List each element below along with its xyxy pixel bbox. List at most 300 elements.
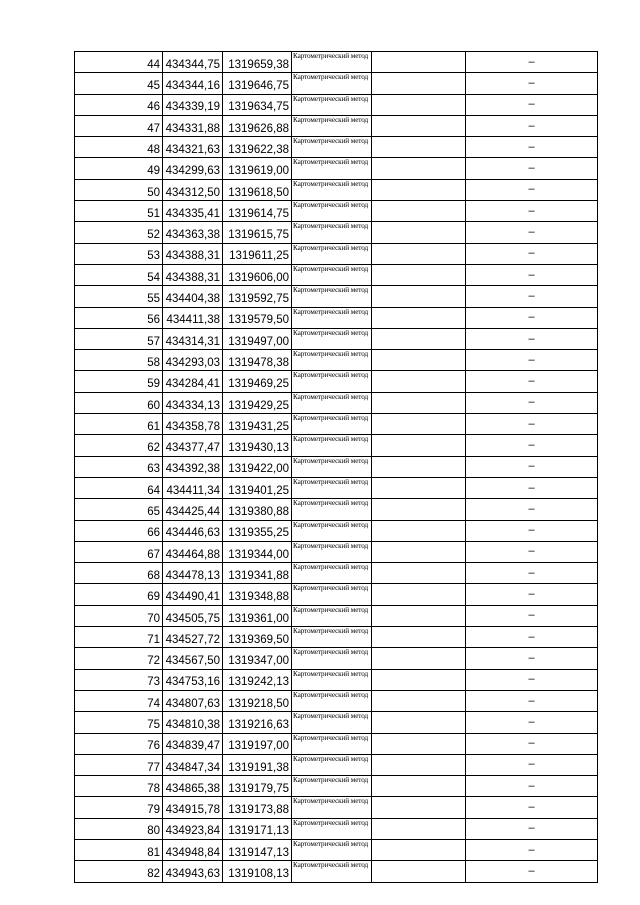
- method-cell: [292, 754, 372, 775]
- x-coordinate-cell: 434527,72: [163, 627, 223, 648]
- method-label: Картометрический метод: [293, 541, 369, 550]
- table-row: [75, 201, 598, 222]
- dash-cell: –: [466, 499, 598, 520]
- method-label: Картометрический метод: [293, 520, 369, 529]
- y-coordinate-cell: 1319659,38: [223, 52, 292, 73]
- method-label: Картометрический метод: [293, 350, 369, 359]
- point-number-cell: 50: [75, 179, 163, 200]
- point-number-cell: 72: [75, 648, 163, 669]
- table-row: [75, 73, 598, 94]
- point-number-cell: 59: [75, 371, 163, 392]
- point-number-cell: 54: [75, 264, 163, 285]
- dash-cell: –: [466, 307, 598, 328]
- method-cell: [292, 733, 372, 754]
- table-row: [75, 541, 598, 562]
- dash-cell: –: [466, 435, 598, 456]
- y-coordinate-cell: 1319606,00: [223, 264, 292, 285]
- y-coordinate-cell: 1319614,75: [223, 201, 292, 222]
- note-cell: [372, 776, 466, 797]
- y-coordinate-cell: 1319171,13: [223, 818, 292, 839]
- method-cell: [292, 818, 372, 839]
- method-label: Картометрический метод: [293, 115, 369, 124]
- method-cell: [292, 690, 372, 711]
- method-cell: [292, 669, 372, 690]
- method-label: Картометрический метод: [293, 137, 369, 146]
- y-coordinate-cell: 1319361,00: [223, 605, 292, 626]
- y-coordinate-cell: 1319344,00: [223, 541, 292, 562]
- method-cell: [292, 584, 372, 605]
- dash-cell: –: [466, 350, 598, 371]
- x-coordinate-cell: 434915,78: [163, 797, 223, 818]
- note-cell: [372, 669, 466, 690]
- table-row: [75, 158, 598, 179]
- point-number-cell: 48: [75, 137, 163, 158]
- method-cell: [292, 477, 372, 498]
- method-cell: [292, 541, 372, 562]
- note-cell: [372, 243, 466, 264]
- note-cell: [372, 861, 466, 882]
- x-coordinate-cell: 434293,03: [163, 350, 223, 371]
- y-coordinate-cell: 1319218,50: [223, 690, 292, 711]
- dash-cell: –: [466, 861, 598, 882]
- table-row: [75, 456, 598, 477]
- dash-cell: –: [466, 733, 598, 754]
- method-label: Картометрический метод: [293, 328, 369, 337]
- dash-cell: –: [466, 690, 598, 711]
- dash-cell: –: [466, 371, 598, 392]
- method-cell: [292, 264, 372, 285]
- note-cell: [372, 94, 466, 115]
- table-row: [75, 307, 598, 328]
- point-number-cell: 78: [75, 776, 163, 797]
- table-row: [75, 94, 598, 115]
- method-cell: [292, 137, 372, 158]
- method-label: Картометрический метод: [293, 243, 369, 252]
- dash-cell: –: [466, 137, 598, 158]
- dash-cell: –: [466, 712, 598, 733]
- note-cell: [372, 605, 466, 626]
- dash-cell: –: [466, 563, 598, 584]
- x-coordinate-cell: 434411,34: [163, 477, 223, 498]
- note-cell: [372, 627, 466, 648]
- method-cell: [292, 94, 372, 115]
- point-number-cell: 52: [75, 222, 163, 243]
- table-row: [75, 499, 598, 520]
- note-cell: [372, 350, 466, 371]
- x-coordinate-cell: 434948,84: [163, 839, 223, 860]
- note-cell: [372, 797, 466, 818]
- x-coordinate-cell: 434411,38: [163, 307, 223, 328]
- y-coordinate-cell: 1319646,75: [223, 73, 292, 94]
- note-cell: [372, 52, 466, 73]
- point-number-cell: 69: [75, 584, 163, 605]
- point-number-cell: 77: [75, 754, 163, 775]
- point-number-cell: 67: [75, 541, 163, 562]
- method-cell: [292, 776, 372, 797]
- method-label: Картометрический метод: [293, 477, 369, 486]
- table-row: [75, 648, 598, 669]
- point-number-cell: 53: [75, 243, 163, 264]
- note-cell: [372, 286, 466, 307]
- note-cell: [372, 158, 466, 179]
- x-coordinate-cell: 434425,44: [163, 499, 223, 520]
- point-number-cell: 47: [75, 115, 163, 136]
- method-label: Картометрический метод: [293, 456, 369, 465]
- y-coordinate-cell: 1319618,50: [223, 179, 292, 200]
- method-label: Картометрический метод: [293, 818, 369, 827]
- dash-cell: –: [466, 669, 598, 690]
- y-coordinate-cell: 1319619,00: [223, 158, 292, 179]
- method-cell: [292, 499, 372, 520]
- method-cell: [292, 222, 372, 243]
- table-row: [75, 179, 598, 200]
- note-cell: [372, 477, 466, 498]
- table-row: [75, 733, 598, 754]
- point-number-cell: 82: [75, 861, 163, 882]
- method-label: Картометрический метод: [293, 286, 369, 295]
- method-cell: [292, 371, 372, 392]
- table-row: [75, 712, 598, 733]
- point-number-cell: 44: [75, 52, 163, 73]
- note-cell: [372, 712, 466, 733]
- point-number-cell: 49: [75, 158, 163, 179]
- y-coordinate-cell: 1319579,50: [223, 307, 292, 328]
- x-coordinate-cell: 434923,84: [163, 818, 223, 839]
- dash-cell: –: [466, 201, 598, 222]
- note-cell: [372, 818, 466, 839]
- dash-cell: –: [466, 754, 598, 775]
- y-coordinate-cell: 1319380,88: [223, 499, 292, 520]
- note-cell: [372, 435, 466, 456]
- x-coordinate-cell: 434284,41: [163, 371, 223, 392]
- y-coordinate-cell: 1319478,38: [223, 350, 292, 371]
- method-label: Картометрический метод: [293, 264, 369, 273]
- x-coordinate-cell: 434446,63: [163, 520, 223, 541]
- table-row: [75, 818, 598, 839]
- coordinates-table-body: [75, 52, 598, 883]
- y-coordinate-cell: 1319634,75: [223, 94, 292, 115]
- x-coordinate-cell: 434810,38: [163, 712, 223, 733]
- dash-cell: –: [466, 584, 598, 605]
- y-coordinate-cell: 1319497,00: [223, 328, 292, 349]
- coordinates-table: [74, 51, 598, 883]
- note-cell: [372, 414, 466, 435]
- table-row: [75, 350, 598, 371]
- point-number-cell: 74: [75, 690, 163, 711]
- point-number-cell: 64: [75, 477, 163, 498]
- note-cell: [372, 222, 466, 243]
- x-coordinate-cell: 434464,88: [163, 541, 223, 562]
- y-coordinate-cell: 1319615,75: [223, 222, 292, 243]
- method-label: Картометрический метод: [293, 776, 369, 785]
- point-number-cell: 80: [75, 818, 163, 839]
- y-coordinate-cell: 1319147,13: [223, 839, 292, 860]
- dash-cell: –: [466, 392, 598, 413]
- y-coordinate-cell: 1319626,88: [223, 115, 292, 136]
- y-coordinate-cell: 1319197,00: [223, 733, 292, 754]
- dash-cell: –: [466, 605, 598, 626]
- x-coordinate-cell: 434865,38: [163, 776, 223, 797]
- method-label: Картометрический метод: [293, 94, 369, 103]
- note-cell: [372, 584, 466, 605]
- point-number-cell: 79: [75, 797, 163, 818]
- x-coordinate-cell: 434335,41: [163, 201, 223, 222]
- x-coordinate-cell: 434847,34: [163, 754, 223, 775]
- x-coordinate-cell: 434388,31: [163, 243, 223, 264]
- method-cell: [292, 435, 372, 456]
- table-row: [75, 222, 598, 243]
- table-row: [75, 414, 598, 435]
- method-label: Картометрический метод: [293, 179, 369, 188]
- dash-cell: –: [466, 286, 598, 307]
- note-cell: [372, 201, 466, 222]
- point-number-cell: 57: [75, 328, 163, 349]
- method-label: Картометрический метод: [293, 584, 369, 593]
- method-cell: [292, 605, 372, 626]
- method-label: Картометрический метод: [293, 73, 369, 82]
- note-cell: [372, 754, 466, 775]
- method-cell: [292, 73, 372, 94]
- dash-cell: –: [466, 414, 598, 435]
- point-number-cell: 60: [75, 392, 163, 413]
- method-label: Картометрический метод: [293, 435, 369, 444]
- table-row: [75, 115, 598, 136]
- dash-cell: –: [466, 73, 598, 94]
- note-cell: [372, 648, 466, 669]
- point-number-cell: 71: [75, 627, 163, 648]
- method-label: Картометрический метод: [293, 392, 369, 401]
- dash-cell: –: [466, 158, 598, 179]
- note-cell: [372, 690, 466, 711]
- y-coordinate-cell: 1319173,88: [223, 797, 292, 818]
- y-coordinate-cell: 1319622,38: [223, 137, 292, 158]
- point-number-cell: 45: [75, 73, 163, 94]
- y-coordinate-cell: 1319611,25: [223, 243, 292, 264]
- x-coordinate-cell: 434567,50: [163, 648, 223, 669]
- dash-cell: –: [466, 776, 598, 797]
- method-label: Картометрический метод: [293, 648, 369, 657]
- note-cell: [372, 264, 466, 285]
- table-row: [75, 328, 598, 349]
- dash-cell: –: [466, 115, 598, 136]
- note-cell: [372, 179, 466, 200]
- dash-cell: –: [466, 179, 598, 200]
- table-row: [75, 776, 598, 797]
- method-cell: [292, 797, 372, 818]
- method-cell: [292, 648, 372, 669]
- x-coordinate-cell: 434807,63: [163, 690, 223, 711]
- table-row: [75, 605, 598, 626]
- dash-cell: –: [466, 94, 598, 115]
- method-label: Картометрический метод: [293, 669, 369, 678]
- method-cell: [292, 307, 372, 328]
- x-coordinate-cell: 434334,13: [163, 392, 223, 413]
- method-label: Картометрический метод: [293, 712, 369, 721]
- method-cell: [292, 52, 372, 73]
- dash-cell: –: [466, 648, 598, 669]
- point-number-cell: 65: [75, 499, 163, 520]
- method-cell: [292, 115, 372, 136]
- x-coordinate-cell: 434344,16: [163, 73, 223, 94]
- method-cell: [292, 350, 372, 371]
- note-cell: [372, 137, 466, 158]
- table-row: [75, 52, 598, 73]
- method-cell: [292, 328, 372, 349]
- x-coordinate-cell: 434314,31: [163, 328, 223, 349]
- x-coordinate-cell: 434388,31: [163, 264, 223, 285]
- point-number-cell: 73: [75, 669, 163, 690]
- point-number-cell: 76: [75, 733, 163, 754]
- method-label: Картометрический метод: [293, 627, 369, 636]
- method-label: Картометрический метод: [293, 52, 369, 60]
- point-number-cell: 55: [75, 286, 163, 307]
- table-row: [75, 627, 598, 648]
- x-coordinate-cell: 434505,75: [163, 605, 223, 626]
- x-coordinate-cell: 434943,63: [163, 861, 223, 882]
- x-coordinate-cell: 434331,88: [163, 115, 223, 136]
- dash-cell: –: [466, 541, 598, 562]
- method-cell: [292, 563, 372, 584]
- y-coordinate-cell: 1319430,13: [223, 435, 292, 456]
- y-coordinate-cell: 1319348,88: [223, 584, 292, 605]
- point-number-cell: 46: [75, 94, 163, 115]
- table-row: [75, 797, 598, 818]
- x-coordinate-cell: 434490,41: [163, 584, 223, 605]
- y-coordinate-cell: 1319469,25: [223, 371, 292, 392]
- table-row: [75, 286, 598, 307]
- point-number-cell: 70: [75, 605, 163, 626]
- method-label: Картометрический метод: [293, 690, 369, 699]
- y-coordinate-cell: 1319191,38: [223, 754, 292, 775]
- note-cell: [372, 328, 466, 349]
- dash-cell: –: [466, 818, 598, 839]
- x-coordinate-cell: 434358,78: [163, 414, 223, 435]
- method-cell: [292, 179, 372, 200]
- point-number-cell: 56: [75, 307, 163, 328]
- note-cell: [372, 733, 466, 754]
- x-coordinate-cell: 434344,75: [163, 52, 223, 73]
- dash-cell: –: [466, 520, 598, 541]
- note-cell: [372, 563, 466, 584]
- method-label: Картометрический метод: [293, 733, 369, 742]
- note-cell: [372, 541, 466, 562]
- x-coordinate-cell: 434321,63: [163, 137, 223, 158]
- table-row: [75, 584, 598, 605]
- method-cell: [292, 392, 372, 413]
- point-number-cell: 62: [75, 435, 163, 456]
- x-coordinate-cell: 434312,50: [163, 179, 223, 200]
- dash-cell: –: [466, 477, 598, 498]
- method-label: Картометрический метод: [293, 201, 369, 210]
- x-coordinate-cell: 434404,38: [163, 286, 223, 307]
- point-number-cell: 51: [75, 201, 163, 222]
- y-coordinate-cell: 1319429,25: [223, 392, 292, 413]
- method-cell: [292, 243, 372, 264]
- table-row: [75, 839, 598, 860]
- note-cell: [372, 371, 466, 392]
- table-row: [75, 477, 598, 498]
- table-row: [75, 392, 598, 413]
- method-label: Картометрический метод: [293, 222, 369, 231]
- method-label: Картометрический метод: [293, 499, 369, 508]
- x-coordinate-cell: 434299,63: [163, 158, 223, 179]
- dash-cell: –: [466, 264, 598, 285]
- y-coordinate-cell: 1319341,88: [223, 563, 292, 584]
- x-coordinate-cell: 434377,47: [163, 435, 223, 456]
- x-coordinate-cell: 434363,38: [163, 222, 223, 243]
- y-coordinate-cell: 1319431,25: [223, 414, 292, 435]
- table-row: [75, 371, 598, 392]
- method-label: Картометрический метод: [293, 839, 369, 848]
- y-coordinate-cell: 1319347,00: [223, 648, 292, 669]
- table-row: [75, 861, 598, 882]
- method-label: Картометрический метод: [293, 797, 369, 806]
- y-coordinate-cell: 1319369,50: [223, 627, 292, 648]
- point-number-cell: 81: [75, 839, 163, 860]
- y-coordinate-cell: 1319242,13: [223, 669, 292, 690]
- note-cell: [372, 392, 466, 413]
- method-cell: [292, 627, 372, 648]
- note-cell: [372, 499, 466, 520]
- method-label: Картометрический метод: [293, 371, 369, 380]
- note-cell: [372, 73, 466, 94]
- dash-cell: –: [466, 627, 598, 648]
- method-label: Картометрический метод: [293, 605, 369, 614]
- y-coordinate-cell: 1319179,75: [223, 776, 292, 797]
- x-coordinate-cell: 434392,38: [163, 456, 223, 477]
- method-label: Картометрический метод: [293, 861, 369, 870]
- table-row: [75, 754, 598, 775]
- x-coordinate-cell: 434478,13: [163, 563, 223, 584]
- note-cell: [372, 456, 466, 477]
- note-cell: [372, 307, 466, 328]
- x-coordinate-cell: 434753,16: [163, 669, 223, 690]
- method-cell: [292, 520, 372, 541]
- method-cell: [292, 861, 372, 882]
- method-cell: [292, 839, 372, 860]
- y-coordinate-cell: 1319355,25: [223, 520, 292, 541]
- table-row: [75, 264, 598, 285]
- x-coordinate-cell: 434339,19: [163, 94, 223, 115]
- table-row: [75, 137, 598, 158]
- point-number-cell: 63: [75, 456, 163, 477]
- dash-cell: –: [466, 839, 598, 860]
- y-coordinate-cell: 1319108,13: [223, 861, 292, 882]
- y-coordinate-cell: 1319592,75: [223, 286, 292, 307]
- point-number-cell: 68: [75, 563, 163, 584]
- method-cell: [292, 456, 372, 477]
- x-coordinate-cell: 434839,47: [163, 733, 223, 754]
- dash-cell: –: [466, 52, 598, 73]
- table-row: [75, 243, 598, 264]
- note-cell: [372, 839, 466, 860]
- table-row: [75, 435, 598, 456]
- table-row: [75, 563, 598, 584]
- dash-cell: –: [466, 328, 598, 349]
- method-cell: [292, 286, 372, 307]
- method-cell: [292, 201, 372, 222]
- point-number-cell: 75: [75, 712, 163, 733]
- method-label: Картометрический метод: [293, 307, 369, 316]
- method-label: Картометрический метод: [293, 563, 369, 572]
- dash-cell: –: [466, 243, 598, 264]
- method-cell: [292, 414, 372, 435]
- y-coordinate-cell: 1319216,63: [223, 712, 292, 733]
- y-coordinate-cell: 1319401,25: [223, 477, 292, 498]
- dash-cell: –: [466, 456, 598, 477]
- point-number-cell: 61: [75, 414, 163, 435]
- table-row: [75, 690, 598, 711]
